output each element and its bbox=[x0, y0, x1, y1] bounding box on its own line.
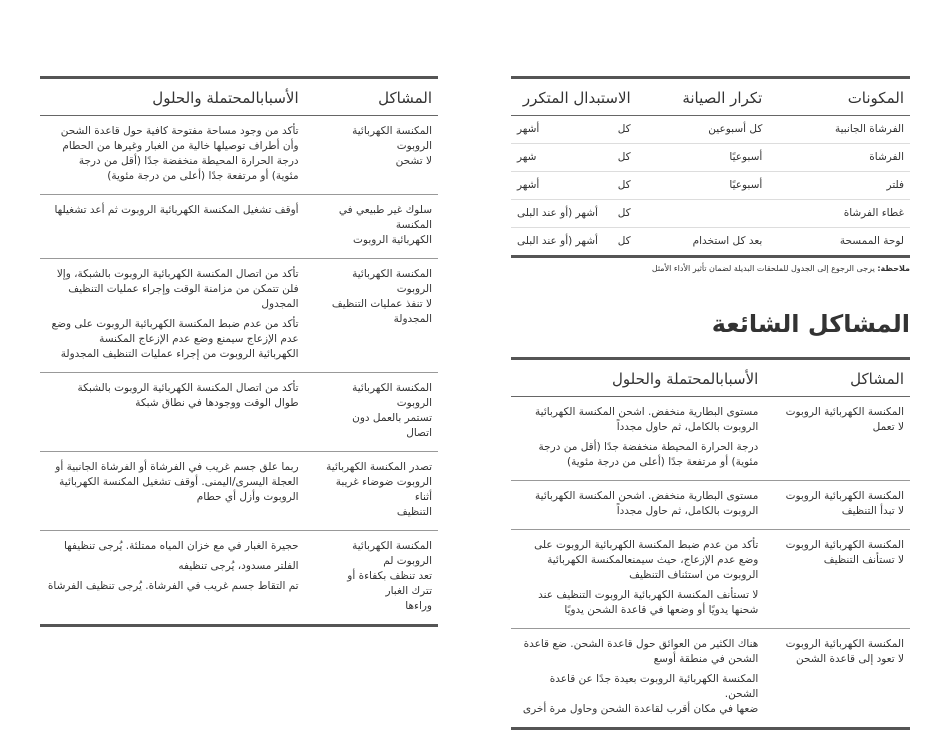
replacement-period: أشهر bbox=[517, 179, 540, 191]
problem-cell bbox=[319, 116, 438, 195]
problem-cell bbox=[319, 452, 438, 531]
solution-line: درجة الحرارة المحيطة منخفضة جدًا (أقل من درجة bbox=[78, 155, 299, 167]
problem-cell bbox=[319, 195, 438, 259]
solution-paragraph bbox=[517, 637, 758, 667]
problem-cell bbox=[778, 481, 910, 530]
solution-line: عدم الإزعاج سيمنع وضع عدم الإزعاج المكنسة bbox=[99, 333, 299, 345]
solution-line: مئوية) أو مرتفعة جدًا (أعلى من درجة مئوية) bbox=[567, 456, 759, 468]
troubleshooting-table-left bbox=[40, 76, 438, 627]
solution-paragraph bbox=[517, 440, 758, 470]
troubleshooting-rows-right bbox=[511, 397, 910, 729]
solution-cell bbox=[40, 259, 319, 373]
component-cell: فلتر bbox=[782, 172, 910, 200]
solution-line: مئوية) أو مرتفعة جدًا (أعلى من درجة مئوية) bbox=[107, 170, 299, 182]
solution-line: طوال الوقت ووجودها في نطاق شبكة bbox=[135, 397, 299, 409]
solution-line: الشحن في منطقة أوسع bbox=[653, 653, 759, 665]
problems-header: المشاكل bbox=[319, 78, 438, 116]
replacement-cell bbox=[511, 228, 651, 257]
components-header: المكونات bbox=[782, 78, 910, 116]
problem-row bbox=[511, 481, 910, 530]
replacement-every: كل bbox=[617, 207, 631, 219]
problem-line: لا تعمل bbox=[872, 421, 904, 433]
maintenance-section bbox=[511, 76, 910, 730]
troubleshooting-rows-left bbox=[40, 116, 438, 626]
replacement-period: أشهر (أو عند البلى bbox=[517, 235, 598, 247]
solution-paragraph bbox=[46, 460, 299, 505]
solution-paragraph bbox=[46, 267, 299, 312]
solution-line: تأكد من اتصال المكنسة الكهربائية الروبوت بالشبكة، وإلا bbox=[56, 268, 299, 280]
maintenance-table bbox=[511, 76, 910, 258]
problem-line: وراءها bbox=[405, 600, 432, 612]
problem-cell bbox=[778, 629, 910, 729]
frequency-cell: بعد كل استخدام bbox=[692, 235, 763, 247]
solution-paragraph bbox=[46, 539, 299, 554]
solution-line: وضع عدم الإزعاج، حيث سيمنعالمكنسة الكهربائية bbox=[547, 554, 759, 566]
solution-line: مستوى البطارية منخفض. اشحن المكنسة الكهربائية bbox=[535, 406, 759, 418]
frequency-cell: كل أسبوعين bbox=[651, 116, 783, 144]
frequency-header: تكرار الصيانة bbox=[651, 78, 783, 116]
problem-line: لا تبدأ التنظيف bbox=[841, 505, 904, 517]
solution-paragraph bbox=[46, 559, 299, 574]
problem-cell bbox=[778, 397, 910, 481]
common-problems-title: المشاكل الشائعة bbox=[711, 310, 910, 338]
problem-line: التنظيف bbox=[396, 506, 432, 518]
solution-line: حجيرة الغبار في مع خزان المياه ممتلئة. يُرجى تنظيفها bbox=[63, 540, 299, 552]
problem-row bbox=[511, 629, 910, 729]
solution-cell bbox=[40, 531, 319, 626]
problem-cell bbox=[319, 531, 438, 626]
component-cell: غطاء الفرشاة bbox=[782, 200, 910, 228]
solution-line: الكهربائية الروبوت من إجراء عمليات التنظيف المجدولة bbox=[60, 348, 299, 360]
problem-line: المكنسة الكهربائية الروبوت لم bbox=[352, 540, 432, 567]
solution-line: الروبوت بالكامل، ثم حاول مجدداً bbox=[616, 421, 759, 433]
maintenance-note bbox=[511, 264, 910, 273]
solution-line: ربما علق جسم غريب في الفرشاة أو الفرشاة الجانبية أو bbox=[55, 461, 299, 473]
note-label: ملاحظة: bbox=[877, 264, 910, 273]
frequency-cell bbox=[651, 200, 783, 228]
replacement-cell bbox=[511, 200, 651, 228]
problem-row bbox=[40, 373, 438, 452]
solution-paragraph bbox=[46, 124, 299, 184]
problem-line: المكنسة الكهربائية الروبوت bbox=[785, 539, 904, 551]
solution-line: الروبوت من استئناف التنظيف bbox=[629, 569, 759, 581]
replacement-cell bbox=[511, 116, 651, 144]
maintenance-row bbox=[511, 116, 910, 144]
replacement-every: كل bbox=[617, 151, 631, 163]
problem-row bbox=[40, 452, 438, 531]
replacement-every: كل bbox=[617, 235, 631, 247]
solution-line: لا تستأنف المكنسة الكهربائية الروبوت التنظيف عند bbox=[538, 589, 759, 601]
problem-line: سلوك غير طبيعي في المكنسة bbox=[338, 204, 432, 231]
problem-line: لا تعود إلى قاعدة الشحن bbox=[795, 653, 904, 665]
problem-line: لا تنفذ عمليات التنظيف bbox=[331, 298, 432, 310]
problem-line: تعد تنظف بكفاءة أو تترك الغبار bbox=[347, 570, 432, 597]
troubleshooting-table-right bbox=[511, 357, 910, 730]
replacement-period: أشهر (أو عند البلى bbox=[517, 207, 598, 219]
replacement-period: أشهر bbox=[517, 123, 540, 135]
problem-line: لا تشحن bbox=[395, 155, 432, 167]
solution-cell bbox=[40, 373, 319, 452]
solution-line: وأن أطراف توصيلها خالية من الغبار وغيرها من الحطام bbox=[62, 140, 299, 152]
solution-paragraph bbox=[46, 579, 299, 594]
solution-line: الروبوت وأزل أي حطام bbox=[196, 491, 299, 503]
frequency-cell: أسبوعيًا bbox=[651, 172, 783, 200]
solution-line: تم التقاط جسم غريب في الفرشاة. يُرجى تنظيف الفرشاة bbox=[47, 580, 299, 592]
solution-line: درجة الحرارة المحيطة منخفضة جدًا (أقل من درجة bbox=[538, 441, 759, 453]
solution-paragraph bbox=[517, 672, 758, 717]
note-text: يرجى الرجوع إلى الجدول للملحقات البديلة لضمان تأثير الأداء الأمثل bbox=[651, 264, 878, 273]
solution-line: تأكد من وجود مساحة مفتوحة كافية حول قاعدة الشحن bbox=[60, 125, 299, 137]
problem-row bbox=[511, 530, 910, 629]
frequency-cell: أسبوعيًا bbox=[651, 144, 783, 172]
solution-paragraph bbox=[517, 405, 758, 435]
component-cell: الفرشاة bbox=[782, 144, 910, 172]
problem-line: لا تستأنف التنظيف bbox=[823, 554, 904, 566]
problem-cell bbox=[319, 373, 438, 452]
problem-cell bbox=[778, 530, 910, 629]
problem-line: الكهربائية الروبوت bbox=[353, 234, 432, 246]
solution-line: المجدول bbox=[261, 298, 299, 310]
solution-line: أوقف تشغيل المكنسة الكهربائية الروبوت ثم أعد تشغيلها bbox=[54, 204, 299, 216]
problem-line: المكنسة الكهربائية الروبوت bbox=[352, 382, 432, 409]
solution-cell bbox=[511, 481, 778, 530]
solution-cell bbox=[511, 629, 778, 729]
maintenance-rows bbox=[511, 116, 910, 257]
troubleshooting-continued-section bbox=[40, 76, 438, 627]
solution-line: الروبوت بالكامل، ثم حاول مجدداً bbox=[616, 505, 759, 517]
problem-row bbox=[40, 195, 438, 259]
component-cell: الفرشاة الجانبية bbox=[782, 116, 910, 144]
solution-line: العجلة اليسرى/اليمنى. أوقف تشغيل المكنسة الكهربائية bbox=[59, 476, 299, 488]
solution-paragraph bbox=[517, 489, 758, 519]
problem-line: المكنسة الكهربائية الروبوت bbox=[785, 490, 904, 502]
solution-cell bbox=[40, 116, 319, 195]
solution-line: المكنسة الكهربائية الروبوت بعيدة جدًا عن قاعدة الشحن. bbox=[549, 673, 759, 700]
problem-row bbox=[40, 116, 438, 195]
problem-line: المكنسة الكهربائية الروبوت bbox=[785, 638, 904, 650]
maintenance-row bbox=[511, 228, 910, 257]
maintenance-row bbox=[511, 172, 910, 200]
replacement-every: كل bbox=[617, 179, 631, 191]
solution-line: تأكد من عدم ضبط المكنسة الكهربائية الروبوت على bbox=[534, 539, 759, 551]
problem-row bbox=[511, 397, 910, 481]
problem-line: المكنسة الكهربائية الروبوت bbox=[352, 125, 432, 152]
solution-line: تأكد من اتصال المكنسة الكهربائية الروبوت بالشبكة bbox=[77, 382, 299, 394]
causes-header: الأسبابالمحتملة والحلول bbox=[40, 78, 319, 116]
solution-line: هناك الكثير من العوائق حول قاعدة الشحن. ضع قاعدة bbox=[523, 638, 759, 650]
replacement-cell bbox=[511, 172, 651, 200]
solution-line: فلن تتمكن من مزامنة الوقت وإجراء عمليات التنظيف bbox=[68, 283, 299, 295]
problem-cell bbox=[319, 259, 438, 373]
solution-paragraph bbox=[46, 317, 299, 362]
solution-cell bbox=[511, 397, 778, 481]
replacement-period: شهر bbox=[517, 151, 537, 163]
solution-cell bbox=[40, 195, 319, 259]
problem-line: المجدولة bbox=[393, 313, 432, 325]
component-cell: لوحة الممسحة bbox=[839, 235, 904, 247]
solution-paragraph bbox=[46, 203, 299, 218]
solution-line: تأكد من عدم ضبط المكنسة الكهربائية الروبوت على وضع bbox=[51, 318, 299, 330]
problem-line: تستمر بالعمل دون اتصال bbox=[352, 412, 432, 439]
solution-cell bbox=[40, 452, 319, 531]
problem-line: المكنسة الكهربائية الروبوت bbox=[785, 406, 904, 418]
problem-row bbox=[40, 531, 438, 626]
problem-line: المكنسة الكهربائية الروبوت bbox=[352, 268, 432, 295]
solution-paragraph bbox=[517, 538, 758, 583]
maintenance-row bbox=[511, 200, 910, 228]
solution-line: الفلتر مسدود، يُرجى تنظيفه bbox=[178, 560, 299, 572]
solution-line: مستوى البطارية منخفض. اشحن المكنسة الكهربائية bbox=[535, 490, 759, 502]
problem-line: الروبوت ضوضاء غريبة أثناء bbox=[335, 476, 432, 503]
solution-cell bbox=[511, 530, 778, 629]
problem-row bbox=[40, 259, 438, 373]
problem-line: تصدر المكنسة الكهربائية bbox=[326, 461, 432, 473]
causes-header: الأسبابالمحتملة والحلول bbox=[511, 359, 778, 397]
replacement-cell bbox=[511, 144, 651, 172]
replacement-every: كل bbox=[617, 123, 631, 135]
solution-line: ضعها في مكان أقرب لقاعدة الشحن وحاول مرة أخرى bbox=[522, 703, 759, 715]
maintenance-row bbox=[511, 144, 910, 172]
problems-header: المشاكل bbox=[778, 359, 910, 397]
solution-line: شحنها يدويًا أو وضعها في قاعدة الشحن يدويًا bbox=[564, 604, 759, 616]
replacement-header: الاستبدال المتكرر bbox=[511, 78, 651, 116]
solution-paragraph bbox=[46, 381, 299, 411]
solution-paragraph bbox=[517, 588, 758, 618]
